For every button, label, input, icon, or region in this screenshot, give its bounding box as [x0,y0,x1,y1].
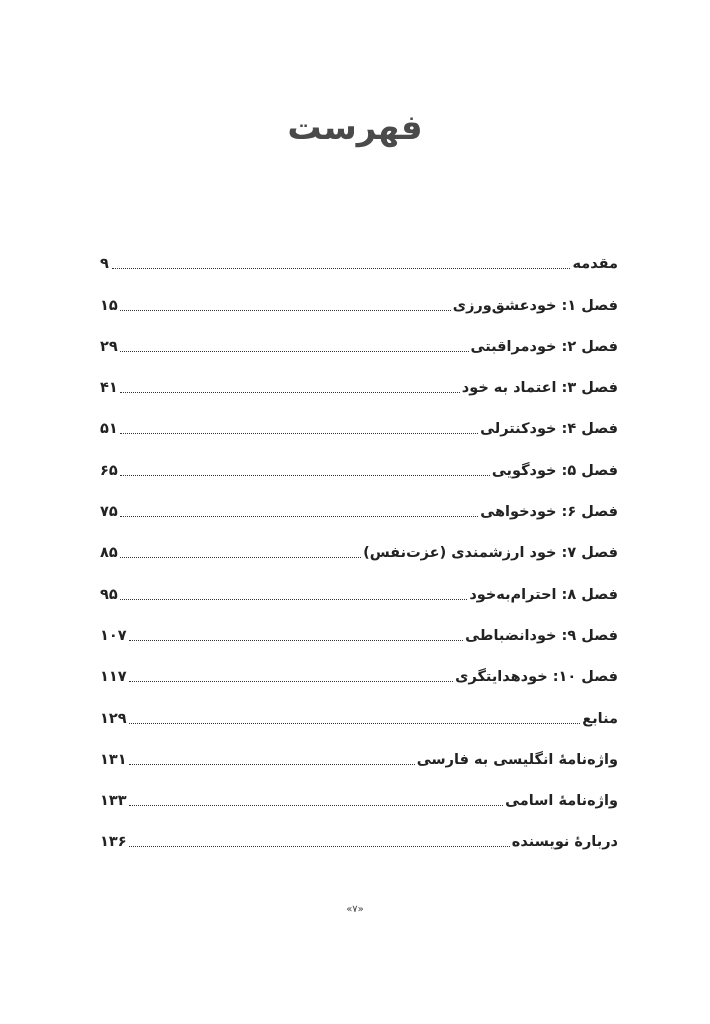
toc-entry-page-number: ۵۱ [100,421,118,438]
toc-entry-page-number: ۱۱۷ [100,669,127,686]
dot-leader [129,723,581,724]
toc-entry-label: فصل ۵: خودگویی [491,462,618,479]
dot-leader [120,433,478,434]
toc-entry [100,447,618,488]
dot-leader [120,599,468,600]
dot-leader [129,805,504,806]
toc-entry-page-number: ۱۰۷ [100,627,127,644]
toc-entry [100,324,618,365]
toc-entry-page-number: ۱۲۹ [100,710,127,727]
toc-entry [100,282,618,323]
toc-entry-page-number: ۸۵ [100,545,118,562]
toc-entry [100,819,618,860]
dot-leader [129,764,415,765]
toc-entry-label: واژه‌نامۀ اسامی [505,793,618,810]
dot-leader [120,392,460,393]
toc-entry-page-number: ۹ [100,256,109,273]
toc-entry-label: فصل ۹: خودانضباطی [465,627,618,644]
dot-leader [120,310,451,311]
table-of-contents [100,241,618,860]
toc-entry [100,695,618,736]
toc-entry [100,571,618,612]
toc-entry [100,489,618,530]
toc-entry-label: دربارۀ نویسنده [511,834,618,851]
toc-entry-label: فصل ۶: خودخواهی [480,504,618,521]
toc-entry [100,654,618,695]
toc-entry-label: مقدمه [572,256,618,273]
dot-leader [120,351,469,352]
dot-leader [112,268,570,269]
dot-leader [129,681,454,682]
dot-leader [120,475,490,476]
toc-entry-label: فصل ۴: خودکنترلی [480,421,618,438]
toc-entry-page-number: ۱۵ [100,297,118,314]
toc-entry-page-number: ۹۵ [100,586,118,603]
toc-entry-page-number: ۶۵ [100,462,118,479]
page-title: فهرست [287,108,423,148]
toc-entry-label: فصل ۸: احترام‌به‌خود [469,586,618,603]
toc-entry-label: فصل ۷: خود ارزشمندی (عزت‌نفس) [363,545,618,562]
toc-entry [100,241,618,282]
dot-leader [120,516,479,517]
toc-entry-page-number: ۲۹ [100,338,118,355]
toc-entry-label: فصل ۲: خودمراقبتی [470,338,618,355]
toc-entry-page-number: ۴۱ [100,380,118,397]
toc-entry [100,365,618,406]
toc-entry [100,530,618,571]
page-number-footer: «۷» [346,904,364,915]
toc-entry-page-number: ۷۵ [100,504,118,521]
toc-entry [100,613,618,654]
toc-entry-page-number: ۱۳۶ [100,834,127,851]
toc-entry-label: فصل ۱: خودعشق‌ورزی [452,297,618,314]
toc-entry [100,737,618,778]
toc-entry-label: واژه‌نامۀ انگلیسی به فارسی [416,751,618,768]
dot-leader [129,640,464,641]
toc-entry-label: فصل ۱۰: خودهدایتگری [455,669,618,686]
dot-leader [129,846,510,847]
dot-leader [120,557,361,558]
toc-entry-page-number: ۱۳۱ [100,751,127,768]
toc-entry [100,406,618,447]
toc-entry-label: منابع [582,710,618,727]
toc-entry-label: فصل ۳: اعتماد به خود [461,380,618,397]
toc-entry-page-number: ۱۳۳ [100,793,127,810]
toc-entry [100,778,618,819]
